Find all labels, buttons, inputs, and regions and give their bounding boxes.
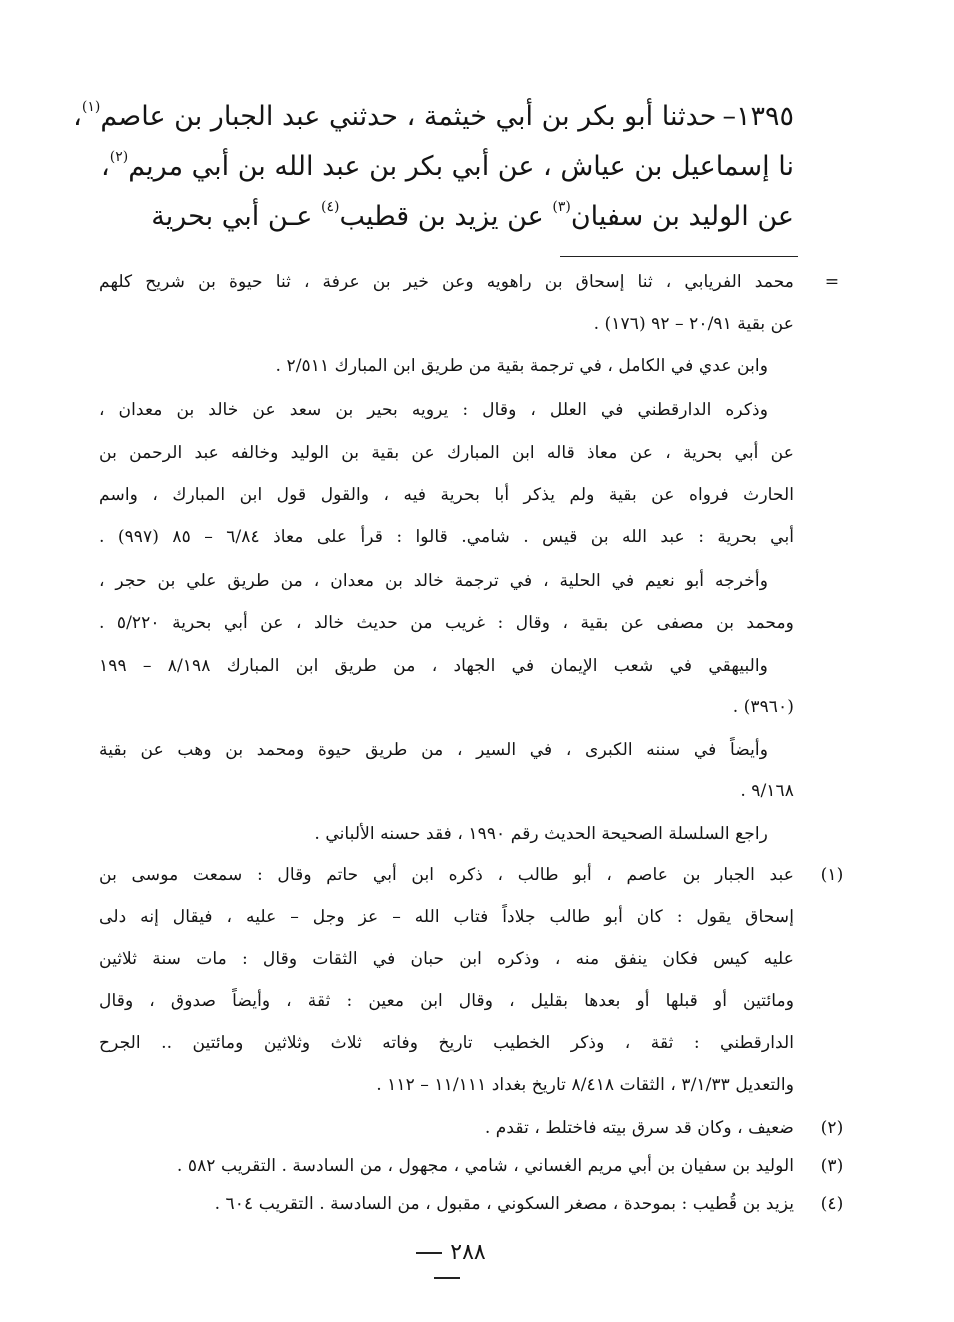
footnote-line <box>99 865 844 885</box>
footnote-line <box>99 314 794 334</box>
hadith-line-3 <box>102 192 794 242</box>
hadith-number: ١٣٩٥– <box>722 101 794 132</box>
footnote-line <box>99 1075 794 1095</box>
hadith-line-content <box>151 201 794 232</box>
hadith-text-segment: عـن أبي بحرية <box>151 201 321 232</box>
footnote-line <box>99 485 794 505</box>
footnote-text: عن أبي بحرية ، عن معاذ قاله ابن المبارك عن بقية بن الوليد وخالفه عبد الرحمن بن <box>99 443 794 463</box>
footnote-reference: (٣) <box>552 199 571 215</box>
hadith-text-segment: عن الوليد بن سفيان <box>570 201 794 232</box>
footnote-line <box>99 1194 844 1214</box>
footnote-line <box>99 527 794 547</box>
footnote-text: ٩/١٦٨ . <box>740 781 794 801</box>
hadith-line-content <box>101 151 794 182</box>
footnote-text: يزيد بن قُطيب : بموحدة ، مصغر السكوني ، مقبول ، من السادسة . التقريب ٦٠٤ . <box>214 1194 794 1214</box>
footnote-text: أبي بحرية : عبد الله بن قيس . شامي. قالوا : قرأ على معاذ ٦/٨٤ – ٨٥ (٩٩٧) . <box>99 527 794 547</box>
continuation-marker: = <box>824 272 840 292</box>
hadith-line-content <box>73 101 716 132</box>
footnote-line <box>99 697 794 717</box>
footnote-text: ومائتين أو قبلها أو بعدها بقليل ، وقال ابن معين : ثقة ، وأيضاً صدوق ، وقال <box>99 991 794 1011</box>
hadith-text-segment: حدثنا أبو بكر بن أبي خيثمة ، حدثني عبد الجبار بن عاصم <box>100 101 717 132</box>
footnote-reference: (٤) <box>320 199 340 215</box>
footnote-number: (٤) <box>820 1194 844 1214</box>
footnote-text: والتعديل ٣/١/٣٣ ، الثقات ٨/٤١٨ تاريخ بغداد ١١/١١١ – ١١٢ . <box>376 1075 794 1095</box>
hadith-text-segment: عن يزيد بن قطيب <box>339 201 553 232</box>
footnote-text: والبيهقي في شعب الإيمان في الجهاد ، من طريق ابن المبارك ٨/١٩٨ – ١٩٩ <box>99 656 768 676</box>
hadith-line-2 <box>102 142 794 192</box>
footnote-text: عن بقية ٢٠/٩١ – ٩٢ (١٧٦) . <box>593 314 794 334</box>
hadith-line-1 <box>73 92 794 142</box>
footnote-text: إسحاق يقول : كان أبو طالب جلاداً فتاب الله – عز وجل – عليه ، فيقال إنه دلى <box>99 907 794 927</box>
footnote-text: راجع السلسلة الصحيحة الحديث رقم ١٩٩٠ ، فقد حسنه الألباني . <box>314 824 768 844</box>
footnote-line <box>99 781 794 801</box>
hadith-text-segment: ، <box>73 101 82 132</box>
footnote-text: وابن عدي في الكامل ، في ترجمة بقية من طريق ابن المبارك ٢/٥١١ . <box>275 356 768 376</box>
footnote-line <box>99 571 794 591</box>
footnote-text: وأخرجه أبو نعيم في الحلية ، في ترجمة خالد بن معدان ، من طريق علي بن حجر ، <box>99 571 768 591</box>
hadith-text-segment: ، <box>101 151 110 182</box>
footnote-line <box>99 991 794 1011</box>
footnote-text: وذكره الدارقطني في العلل ، وقال : يرويه بحير بن سعد عن خالد بن معدان ، <box>99 400 768 420</box>
page-number-value: ٢٨٨ <box>450 1240 486 1265</box>
footnote-text: الحارث فرواه عن بقية ولم يذكر أبا بحرية فيه ، والقول قول ابن المبارك ، واسم <box>99 485 794 505</box>
footnote-number: (٢) <box>820 1118 844 1138</box>
footnote-line <box>99 1033 794 1053</box>
footnote-line <box>99 400 794 420</box>
footnote-text: وأيضاً في سننه الكبرى ، في السير ، من طريق حيوة ومحمد بن وهب عن بقية <box>99 740 768 760</box>
footnote-line <box>99 1118 844 1138</box>
footnote-text: الوليد بن سفيان بن أبي مريم الغساني ، شامي ، مجهول ، من السادسة . التقريب ٥٨٢ . <box>176 1156 794 1176</box>
footnote-reference: (٢) <box>109 149 129 165</box>
footnote-line <box>99 656 794 676</box>
footnote-line <box>99 907 794 927</box>
page-number-dash <box>416 1252 442 1254</box>
footnote-line <box>99 824 794 844</box>
footnote-number: (١) <box>820 865 844 885</box>
hadith-text-segment: نا إسماعيل بن عياش ، عن أبي بكر بن عبد الله بن أبي مريم <box>128 151 794 182</box>
footnote-text: الدارقطني : ثقة ، وذكر الخطيب تاريخ وفاته ثلاث وثلاثين ومائتين .. الجرح <box>99 1033 794 1053</box>
page-number <box>390 1240 504 1290</box>
footnote-text: محمد الفريابي ، ثنا إسحاق بن راهويه وعن خير بن عرفة ، ثنا حيوة بن شريح كلهم <box>99 272 794 292</box>
footnote-line <box>99 740 794 760</box>
footnote-reference: (١) <box>81 99 101 115</box>
footnote-line <box>99 272 840 292</box>
footnote-line <box>99 949 794 969</box>
footnote-separator <box>560 256 798 257</box>
footnote-line <box>99 613 794 633</box>
footnote-line <box>99 356 794 376</box>
page-number-dash <box>434 1277 460 1279</box>
footnote-text: (٣٩٦٠) . <box>732 697 794 717</box>
footnote-number: (٣) <box>820 1156 844 1176</box>
footnote-line <box>99 443 794 463</box>
footnote-text: عليه كيس فكان ينفق منه ، وذكره ابن حبان في الثقات وقال : مات سنة ثلاثين <box>99 949 794 969</box>
footnote-text: ومحمد بن مصفى عن بقية ، وقال : غريب من حديث خالد ، عن أبي بحرية ٥/٢٢٠ . <box>99 613 794 633</box>
footnote-text: ضعيف ، وكان قد سرق بيته فاختلط ، تقدم . <box>484 1118 794 1138</box>
footnote-line <box>99 1156 844 1176</box>
hadith-text <box>73 92 794 242</box>
footnote-text: عبد الجبار بن عاصم ، أبو طالب ، ذكره ابن أبي حاتم وقال : سمعت موسى بن <box>99 865 794 885</box>
